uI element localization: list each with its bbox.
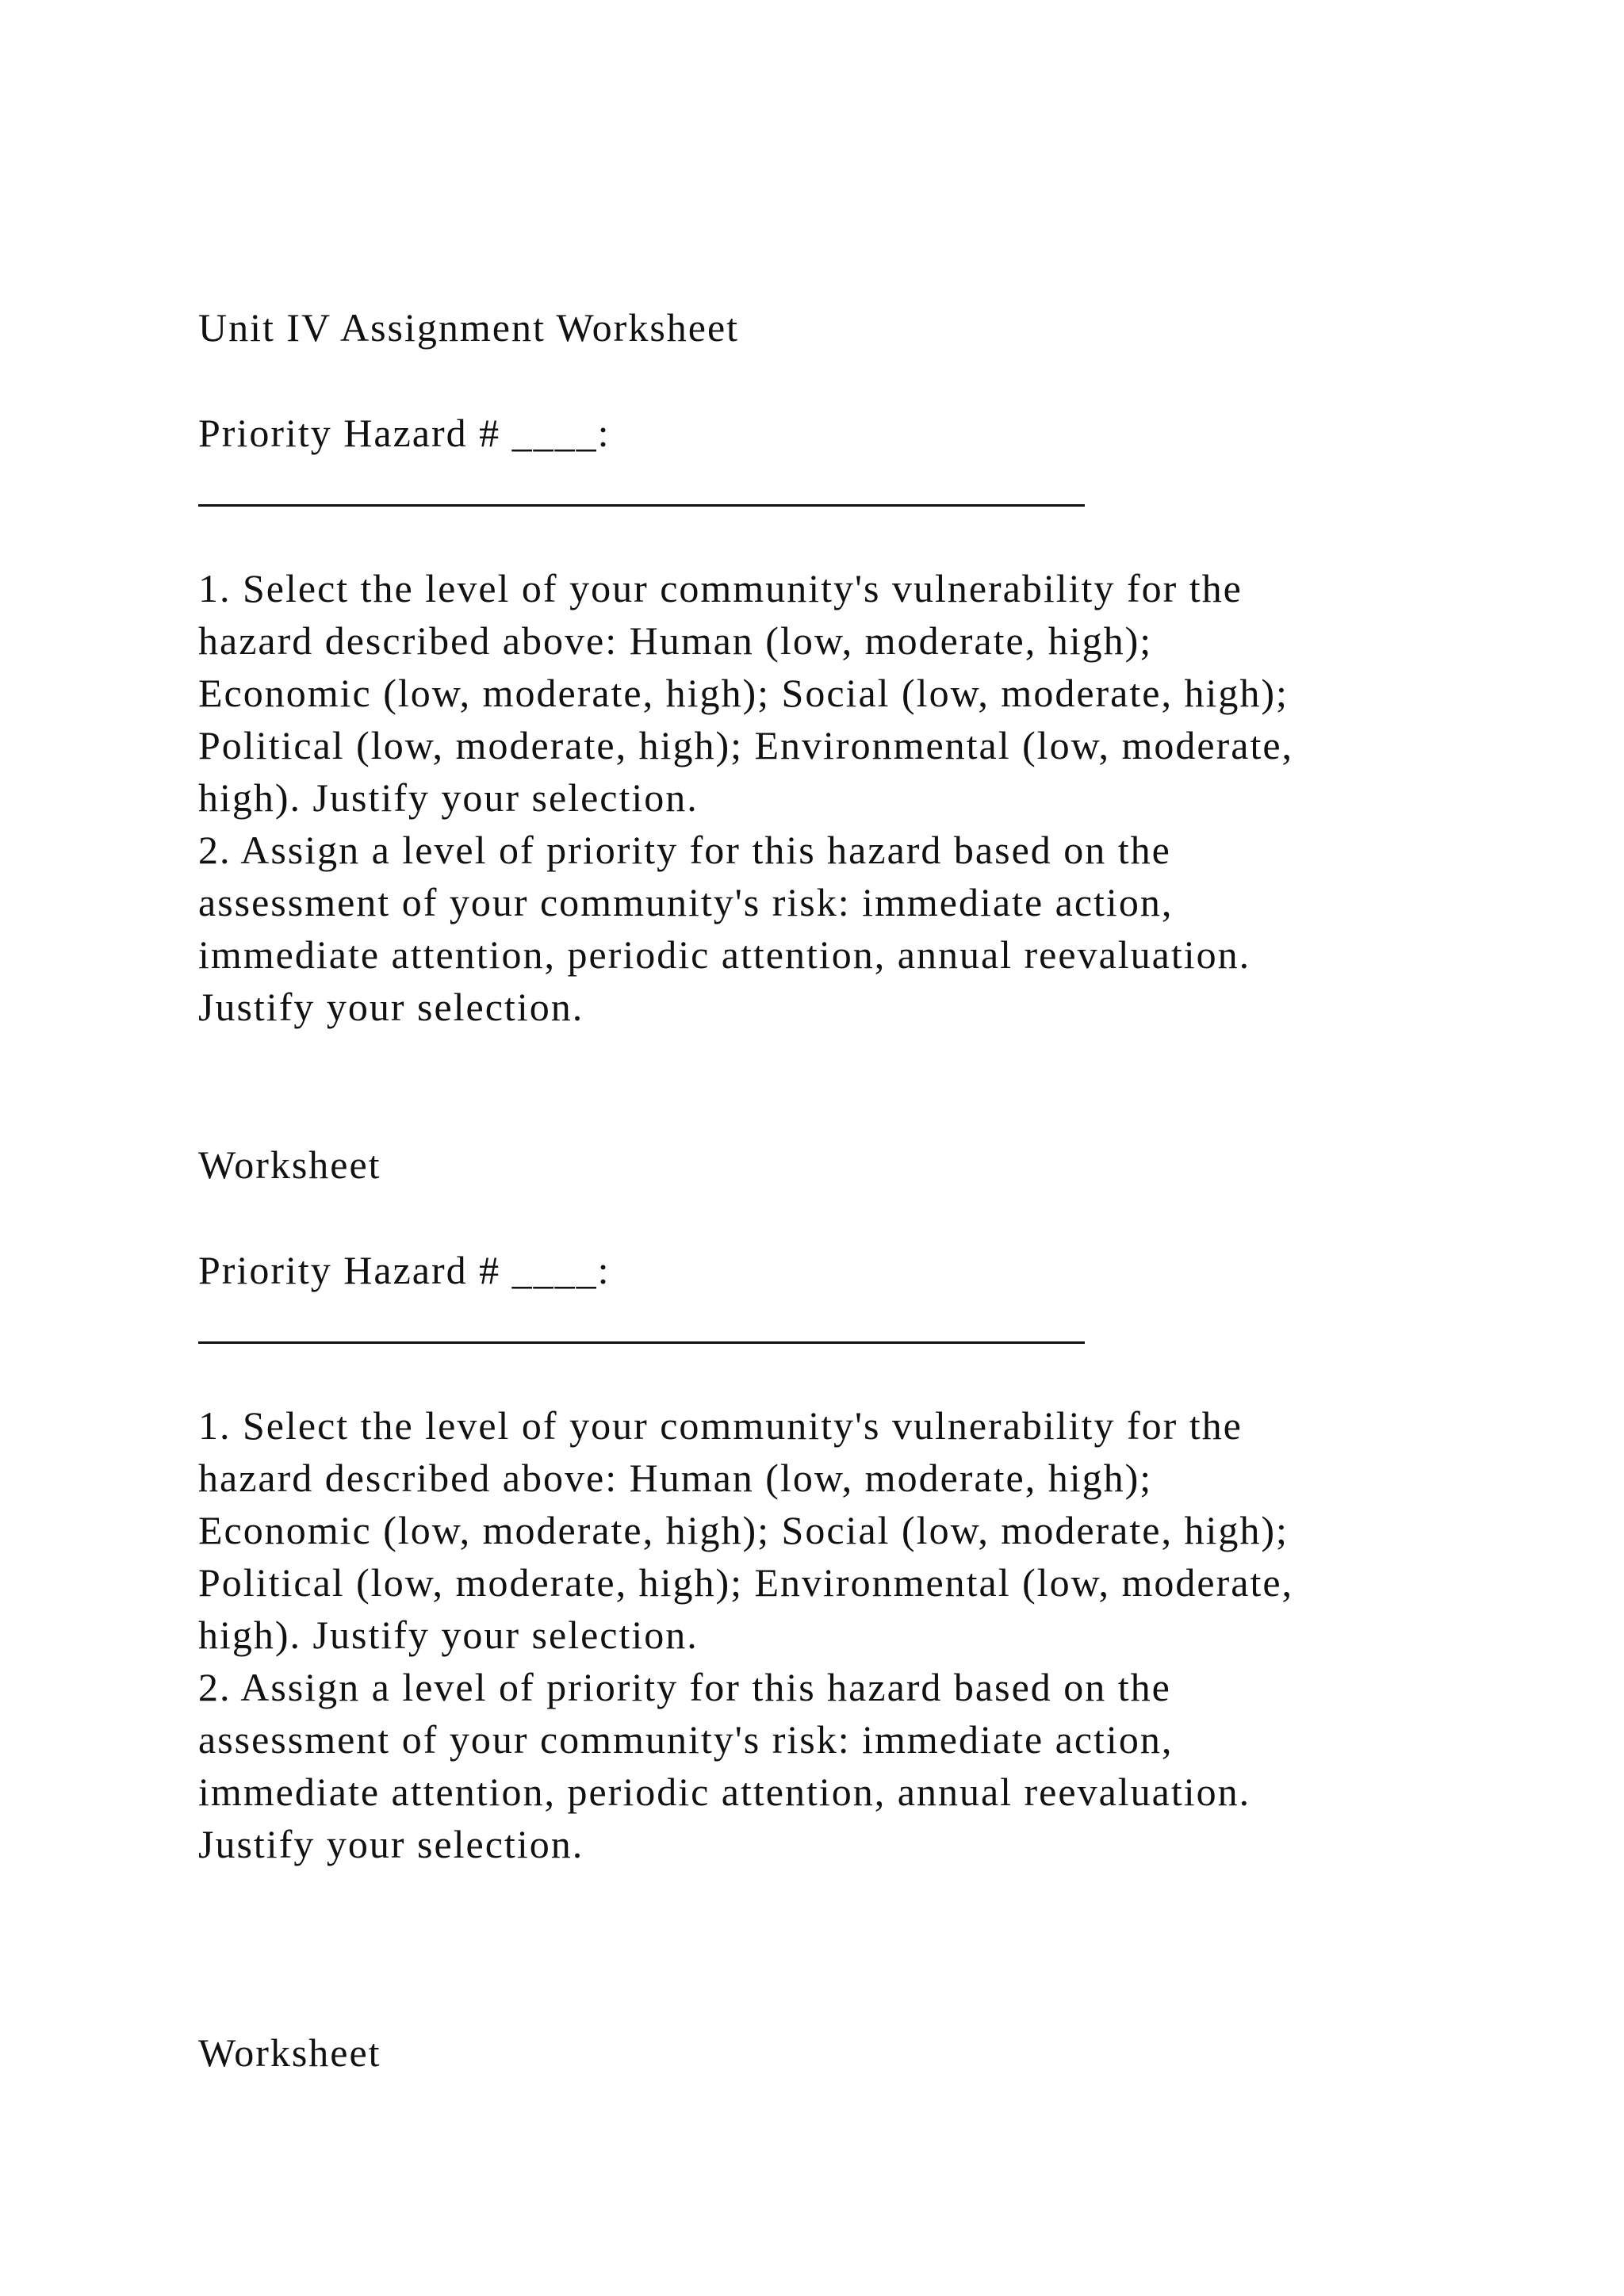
hazard-underline bbox=[198, 504, 1085, 507]
question-1-line: hazard described above: Human (low, moderate, high); bbox=[198, 618, 1153, 663]
question-2-line: assessment of your community's risk: immediate action, bbox=[198, 880, 1174, 924]
question-2-line: immediate attention, periodic attention, annual reevaluation. bbox=[198, 1770, 1251, 1814]
hazard-underline bbox=[198, 1341, 1085, 1344]
question-2-line: Justify your selection. bbox=[198, 985, 584, 1029]
question-1-line: Economic (low, moderate, high); Social (low, moderate, high); bbox=[198, 1508, 1289, 1552]
question-1-line: Political (low, moderate, high); Environmental (low, moderate, bbox=[198, 1560, 1294, 1605]
question-2-line: 2. Assign a level of priority for this hazard based on the bbox=[198, 1665, 1171, 1709]
priority-hazard-label: Priority Hazard # ____: bbox=[198, 1248, 611, 1292]
priority-hazard-label: Priority Hazard # ____: bbox=[198, 411, 611, 455]
question-1-line: 1. Select the level of your community's vulnerability for the bbox=[198, 566, 1243, 610]
question-1-line: high). Justify your selection. bbox=[198, 1613, 699, 1657]
question-1-line: Economic (low, moderate, high); Social (low, moderate, high); bbox=[198, 671, 1289, 715]
question-1-line: high). Justify your selection. bbox=[198, 775, 699, 820]
question-2-line: Justify your selection. bbox=[198, 1822, 584, 1866]
question-2-line: immediate attention, periodic attention, annual reevaluation. bbox=[198, 932, 1251, 977]
question-1-line: 1. Select the level of your community's vulnerability for the bbox=[198, 1403, 1243, 1448]
section-heading: Unit IV Assignment Worksheet bbox=[198, 305, 740, 350]
section-heading: Worksheet bbox=[198, 2030, 381, 2075]
question-2-line: 2. Assign a level of priority for this hazard based on the bbox=[198, 828, 1171, 872]
section-heading: Worksheet bbox=[198, 1142, 381, 1187]
question-2-line: assessment of your community's risk: immediate action, bbox=[198, 1717, 1174, 1762]
question-1-line: Political (low, moderate, high); Environmental (low, moderate, bbox=[198, 723, 1294, 767]
question-1-line: hazard described above: Human (low, moderate, high); bbox=[198, 1456, 1153, 1500]
